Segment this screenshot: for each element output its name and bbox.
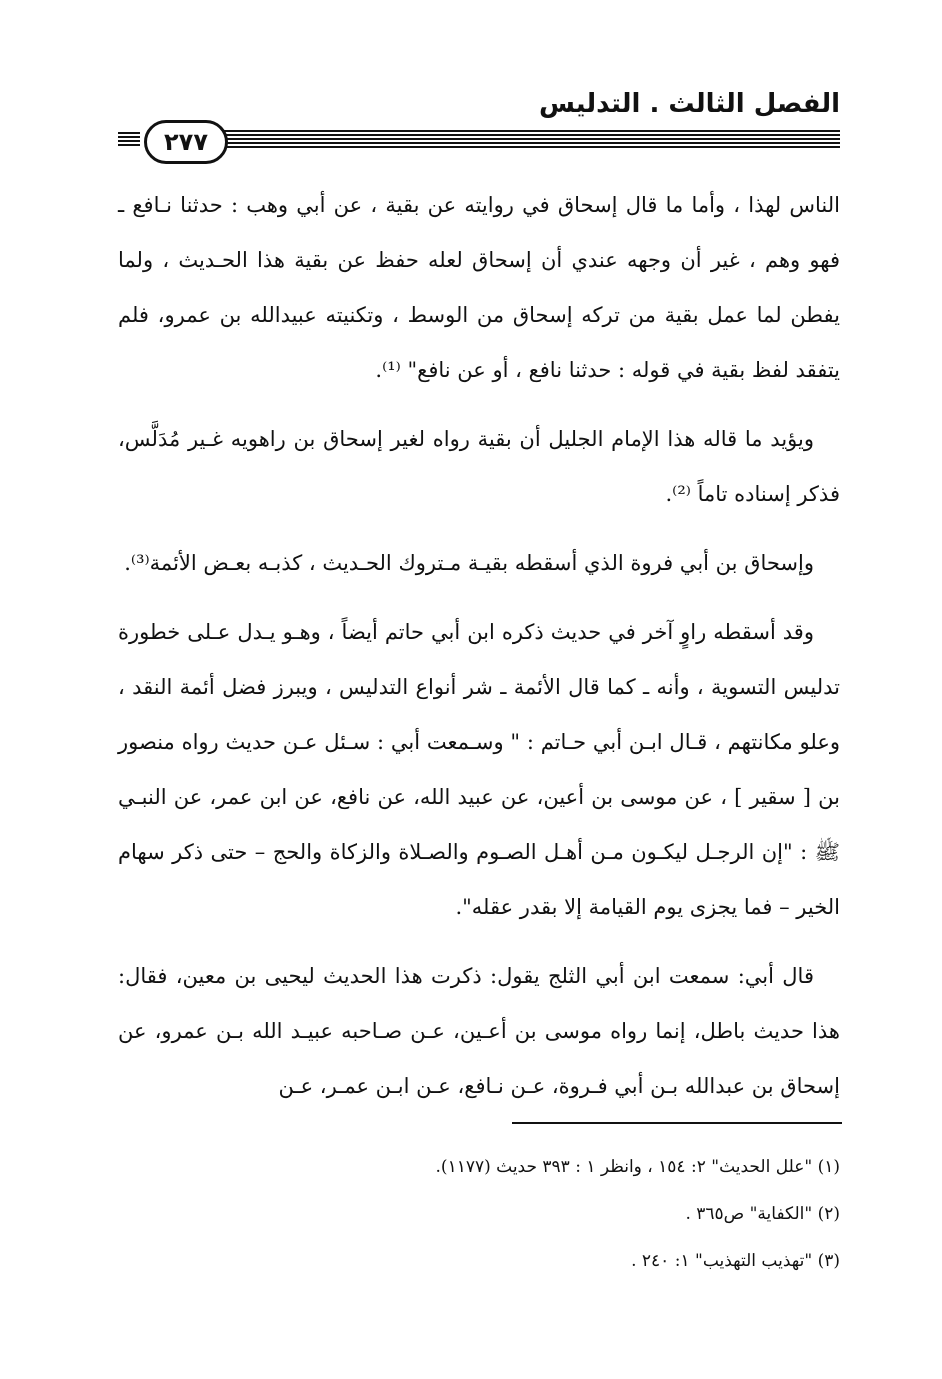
paragraph: الناس لهذا ، وأما ما قال إسحاق في روايته عن بقية ، عن أبي وهب : حدثنا نـافع ـ فهو وهم ، غير أن وجهه عندي أن إسحاق لعله حفظ عن بقية هذا الحـديث ، ولما يفطن لما عمل بقية من تركه إسحاق من الوسط ، وتكنيته عبيدالله بن عمرو، فلم يتفقد لفظ بقية في قوله : حدثنا نافع ، أو عن نافع" ⁽¹⁾. — [118, 193, 840, 382]
paragraph: قال أبي: سمعت ابن أبي الثلج يقول: ذكرت هذا الحديث ليحيى بن معين، فقال: هذا حديث باطل، إنما رواه موسى بن أعـين، عـن صـاحبه عبيـد الله بـن عمرو، عن إسحاق بن عبدالله بـن أبي فـروة، عـن نـافع، عـن ابـن عمـر، عـن — [118, 964, 840, 1098]
footnote: (٢) "الكفاية" ص٣٦٥ . — [685, 1204, 840, 1224]
footnote-separator — [512, 1122, 842, 1124]
page-number: ٢٧٧ — [144, 120, 228, 164]
footnote: (٣) "تهذيب التهذيب" ١: ٢٤٠ . — [631, 1251, 840, 1271]
footnotes — [118, 1144, 840, 1285]
body-text — [118, 178, 840, 1128]
page-header — [118, 84, 840, 164]
paragraph: وقد أسقطه راوٍ آخر في حديث ذكره ابن أبي حاتم أيضاً ، وهـو يـدل عـلى خطورة تدليس التسوية ، وأنه ـ كما قال الأئمة ـ شر أنواع التدليس ، ويبرز فضل أئمة النقد ، وعلو مكانتهم ، قـال ابـن أبي حـاتم : " وسـمعت أبي : سـئل عـن حديث رواه منصور بن [ سقير ] ، عن موسى بن أعين، عن عبيد الله، عن نافع، عن ابن عمر، عن النبـي ﷺ : "إن الرجـل ليكـون مـن أهـل الصـوم والصـلاة والزكاة والحج – حتى ذكر سهام الخير – فما يجزى يوم القيامة إلا بقدر عقله". — [118, 620, 840, 919]
header-rule-left — [118, 132, 140, 146]
paragraph: ويؤيد ما قاله هذا الإمام الجليل أن بقية رواه لغير إسحاق بن راهويه غـير مُدَلَّس، فذكر إسناده تاماً ⁽²⁾. — [118, 427, 840, 506]
chapter-title: الفصل الثالث . التدليس — [538, 89, 840, 119]
paragraph: وإسحاق بن أبي فروة الذي أسقطه بقيـة مـتروك الحـديث ، كذبـه بعـض الأئمة⁽³⁾. — [124, 551, 814, 575]
footnote: (١) "علل الحديث" ٢: ١٥٤ ، وانظر ١ : ٣٩٣ حديث (١١٧٧). — [435, 1157, 840, 1177]
header-rule — [224, 130, 840, 148]
